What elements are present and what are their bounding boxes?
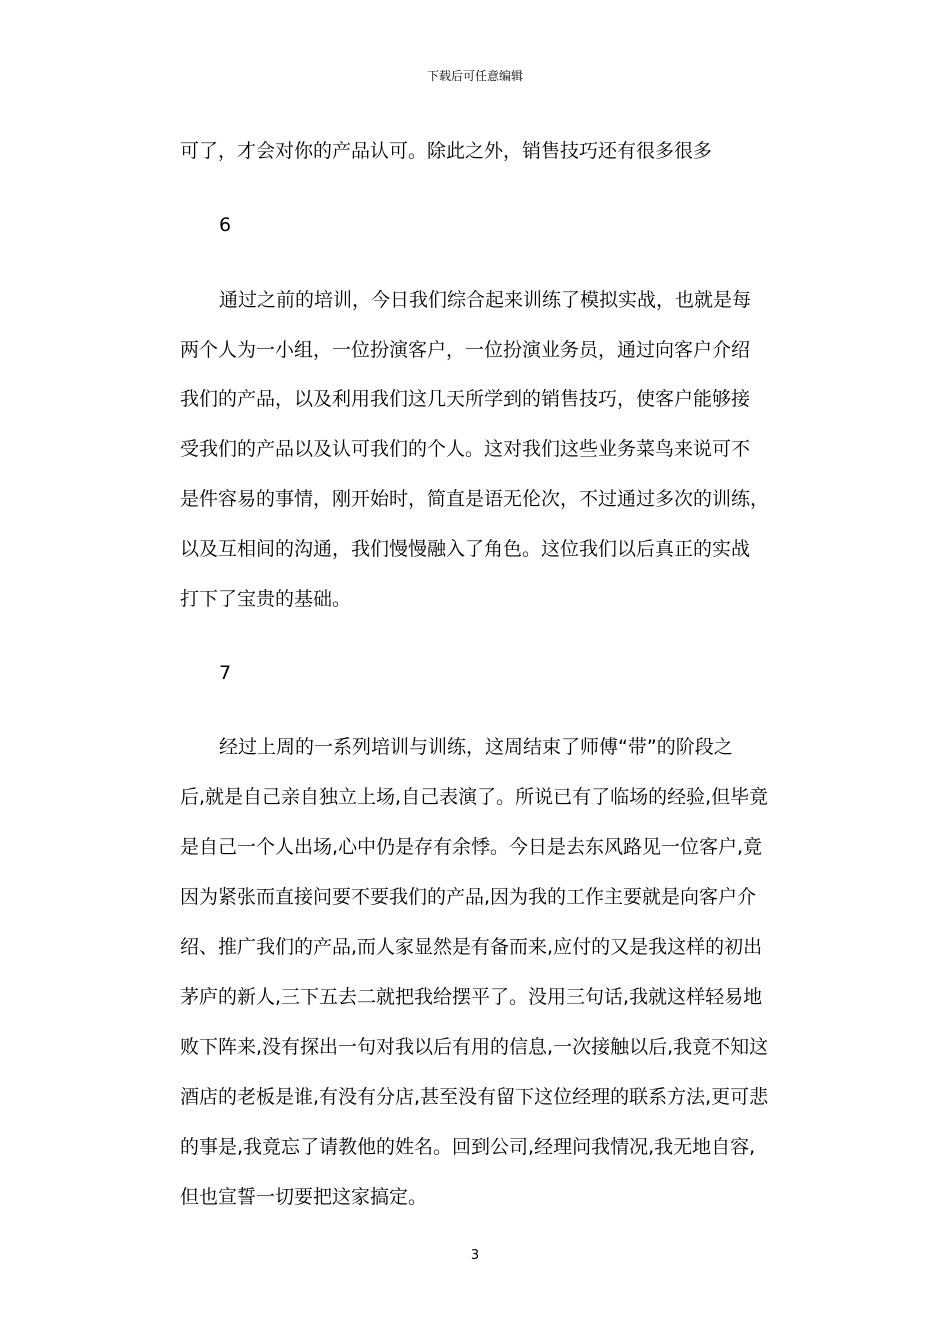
text-line: 我们的产品，以及利用我们这几天所学到的销售技巧，使客户能够接	[180, 388, 751, 410]
section-number: 6	[219, 214, 232, 236]
text-line: 酒店的老板是谁,有没有分店,甚至没有留下这位经理的联系方法,更可悲	[180, 1086, 769, 1108]
text-line: 败下阵来,没有探出一句对我以后有用的信息,一次接触以后,我竟不知这	[180, 1036, 769, 1058]
text-line: 受我们的产品以及认可我们的个人。这对我们这些业务菜鸟来说可不	[180, 438, 751, 460]
text-line: 可了，才会对你的产品认可。除此之外，销售技巧还有很多很多	[180, 140, 713, 162]
text-line: 但也宣誓一切要把这家搞定。	[180, 1186, 428, 1208]
text-line: 打下了宝贵的基础。	[180, 588, 352, 610]
text-line: 是件容易的事情，刚开始时，简直是语无伦次，不过通过多次的训练，	[180, 488, 770, 510]
section-number: 7	[219, 662, 232, 684]
page-number: 3	[470, 1248, 480, 1263]
text-line: 以及互相间的沟通，我们慢慢融入了角色。这位我们以后真正的实战	[180, 538, 751, 560]
page-header: 下载后可任意编辑	[426, 69, 523, 83]
text-line: 茅庐的新人,三下五去二就把我给摆平了。没用三句话,我就这样轻易地	[180, 986, 763, 1008]
text-line: 通过之前的培训，今日我们综合起来训练了模拟实战，也就是每	[219, 289, 752, 311]
text-line: 绍、推广我们的产品,而人家显然是有备而来,应付的又是我这样的初出	[180, 936, 763, 958]
text-line: 是自己一个人出场,心中仍是存有余悸。今日是去东风路见一位客户,竟	[180, 836, 763, 858]
text-line: 两个人为一小组，一位扮演客户，一位扮演业务员，通过向客户介绍	[180, 339, 751, 361]
text-line: 因为紧张而直接问要不要我们的产品,因为我的工作主要就是向客户介	[180, 886, 757, 908]
text-line: 后,就是自己亲自独立上场,自己表演了。所说已有了临场的经验,但毕竟	[180, 786, 769, 808]
text-line: 经过上周的一系列培训与训练，这周结束了师傅“带”的阶段之	[219, 736, 733, 758]
text-line: 的事是,我竟忘了请教他的姓名。回到公司,经理问我情况,我无地自容,	[180, 1136, 756, 1158]
